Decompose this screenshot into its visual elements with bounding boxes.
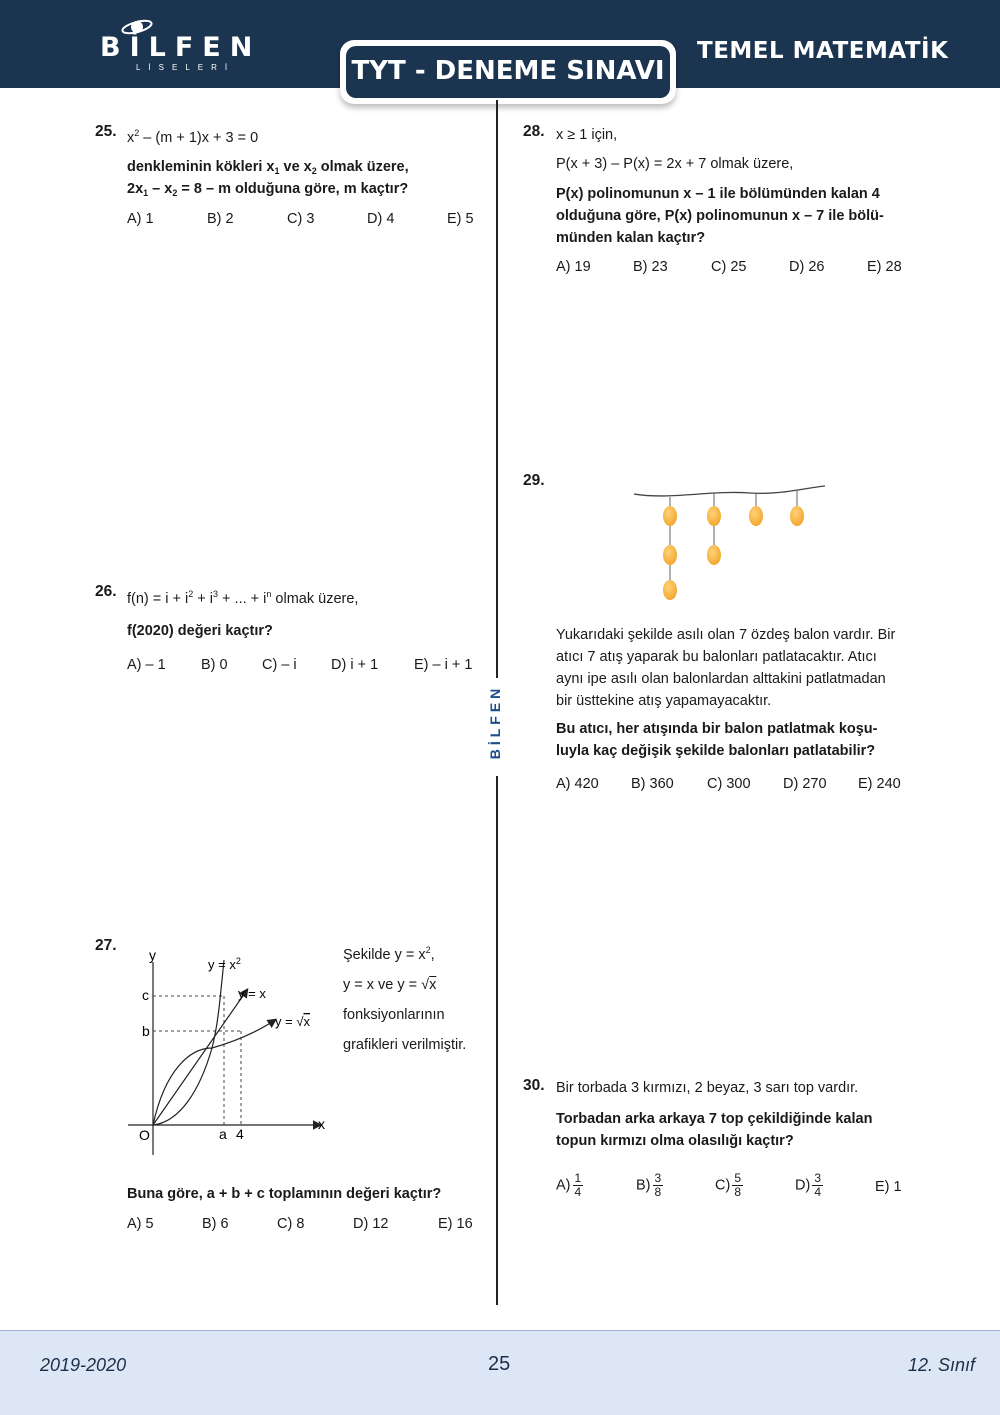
q29-p1-line-4: bir üsttekine atış yapamayacaktır. <box>556 693 772 709</box>
q29-option-a[interactable]: A) 420 <box>556 776 599 792</box>
side-brand: BİLFEN <box>487 684 503 760</box>
tick-b: b <box>142 1023 150 1039</box>
label-x-squared: $y = x^2$ <box>208 956 241 972</box>
q29-p2-line-2: luyla kaç değişik şekilde balonları patlatabilir? <box>556 743 876 759</box>
brand-subtitle: LİSELERİ <box>136 63 236 72</box>
balloon-figure <box>630 480 830 605</box>
balloon <box>790 506 804 526</box>
exam-title-tab <box>340 40 676 104</box>
q27-desc-3: fonksiyonlarının <box>343 1007 445 1023</box>
origin-label: O <box>139 1127 150 1143</box>
q30-line-2: Torbadan arka arkaya 7 top çekildiğinde kalan <box>556 1111 873 1127</box>
q30-line-1: Bir torbada 3 kırmızı, 2 beyaz, 3 sarı top vardır. <box>556 1080 859 1096</box>
q27-option-b[interactable]: B) 6 <box>202 1216 229 1232</box>
q26-equation: $f(n) = i + i^2 + i^3$ + ... + $i^n$ olmak üzere, <box>127 589 359 607</box>
q27-option-c[interactable]: C) 8 <box>277 1216 305 1232</box>
q30-line-3: topun kırmızı olma olasılığı kaçtır? <box>556 1133 794 1149</box>
label-sqrt: y = √x <box>275 1014 310 1029</box>
question-number: 29. <box>523 472 545 489</box>
q26-option-e[interactable]: E) – i + 1 <box>414 657 473 673</box>
question-number: 30. <box>523 1077 545 1094</box>
page-footer <box>0 1330 1000 1415</box>
question-number: 26. <box>95 583 117 600</box>
q28-line-4: olduğuna göre, P(x) polinomunun x – 7 ile bölü- <box>556 208 884 224</box>
q26-option-a[interactable]: A) – 1 <box>127 657 166 673</box>
y-axis-label: y <box>149 947 156 963</box>
q27-question: Buna göre, a + b + c toplamının değeri kaçtır? <box>127 1186 442 1202</box>
tick-c: c <box>142 987 149 1003</box>
q28-line-3: P(x) polinomunun x – 1 ile bölümünden kalan 4 <box>556 186 880 202</box>
x-axis-label: x <box>318 1116 325 1132</box>
q29-p1-line-3: aynı ipe asılı olan balonlardan alttakini patlatmadan <box>556 671 886 687</box>
q27-option-d[interactable]: D) 12 <box>353 1216 389 1232</box>
q28-option-c[interactable]: C) 25 <box>711 259 747 275</box>
q30-option-e[interactable]: E) 1 <box>875 1179 902 1195</box>
q25-option-b[interactable]: B) 2 <box>207 211 234 227</box>
question-number: 28. <box>523 123 545 140</box>
balloon <box>663 506 677 526</box>
balloon <box>663 545 677 565</box>
exam-title: TYT - DENEME SINAVI <box>351 56 665 86</box>
q25-equation: $x^2 - (m + 1)x + 3 = 0$ <box>127 128 259 146</box>
q30-option-b[interactable]: B) $\frac{3}{8}$ <box>636 1171 662 1199</box>
q27-desc-2: y = x ve y = √x <box>343 977 437 993</box>
q26-option-b[interactable]: B) 0 <box>201 657 228 673</box>
q25-line-1: denkleminin kökleri $x_1$ ve $x_2$ olmak üzere, <box>127 159 409 176</box>
q27-option-e[interactable]: E) 16 <box>438 1216 473 1232</box>
q25-option-c[interactable]: C) 3 <box>287 211 315 227</box>
q27-graph <box>120 940 340 1160</box>
q28-option-a[interactable]: A) 19 <box>556 259 591 275</box>
q30-option-d[interactable]: D) $\frac{3}{4}$ <box>795 1171 821 1199</box>
tick-a: a <box>219 1126 227 1142</box>
school-year: 2019-2020 <box>40 1355 127 1375</box>
q26-option-c[interactable]: C) – i <box>262 657 297 673</box>
page-number: 25 <box>488 1353 511 1375</box>
brand-name: BİLFEN <box>100 32 262 63</box>
rope <box>634 486 825 496</box>
q27-desc-4: grafikleri verilmiştir. <box>343 1037 467 1053</box>
tick-4: 4 <box>236 1126 244 1142</box>
grade-level: 12. Sınıf <box>908 1355 976 1375</box>
q29-p2-line-1: Bu atıcı, her atışında bir balon patlatmak koşu- <box>556 721 878 737</box>
balloon <box>749 506 763 526</box>
balloon <box>707 545 721 565</box>
q27-option-a[interactable]: A) 5 <box>127 1216 154 1232</box>
question-number: 25. <box>95 123 117 140</box>
q28-option-b[interactable]: B) 23 <box>633 259 668 275</box>
q28-line-5: münden kalan kaçtır? <box>556 230 706 246</box>
q25-option-e[interactable]: E) 5 <box>447 211 474 227</box>
q26-question: f(2020) değeri kaçtır? <box>127 623 273 639</box>
q28-option-e[interactable]: E) 28 <box>867 259 902 275</box>
q28-option-d[interactable]: D) 26 <box>789 259 825 275</box>
curve-sqrt <box>153 1020 275 1125</box>
q29-p1-line-1: Yukarıdaki şekilde asılı olan 7 özdeş balon vardır. Bir <box>556 627 896 643</box>
balloon <box>707 506 721 526</box>
q30-option-a[interactable]: A) $\frac{1}{4}$ <box>556 1171 582 1199</box>
q28-line-1: x ≥ 1 için, <box>556 127 618 143</box>
q26-option-d[interactable]: D) i + 1 <box>331 657 379 673</box>
q25-option-d[interactable]: D) 4 <box>367 211 395 227</box>
q25-option-a[interactable]: A) 1 <box>127 211 154 227</box>
q30-option-c[interactable]: C) $\frac{5}{8}$ <box>715 1171 741 1199</box>
curve-identity <box>153 990 247 1125</box>
balloon <box>663 580 677 600</box>
subject-title: TEMEL MATEMATİK <box>697 38 949 64</box>
label-identity: y = x <box>238 986 266 1001</box>
bilfen-logo <box>100 18 270 76</box>
q29-p1-line-2: atıcı 7 atış yaparak bu balonları patlatacaktır. Atıcı <box>556 649 877 665</box>
q29-option-e[interactable]: E) 240 <box>858 776 901 792</box>
q28-line-2: P(x + 3) – P(x) = 2x + 7 olmak üzere, <box>556 156 794 172</box>
q27-desc-1: Şekilde $y = x^2$, <box>343 945 435 963</box>
q29-option-c[interactable]: C) 300 <box>707 776 751 792</box>
q29-option-d[interactable]: D) 270 <box>783 776 827 792</box>
question-number: 27. <box>95 937 117 954</box>
q25-line-2: $2x_1 - x_2 = 8 - m$ olduğuna göre, m kaçtır? <box>127 181 409 198</box>
q29-option-b[interactable]: B) 360 <box>631 776 674 792</box>
curve-x-squared <box>153 960 224 1125</box>
